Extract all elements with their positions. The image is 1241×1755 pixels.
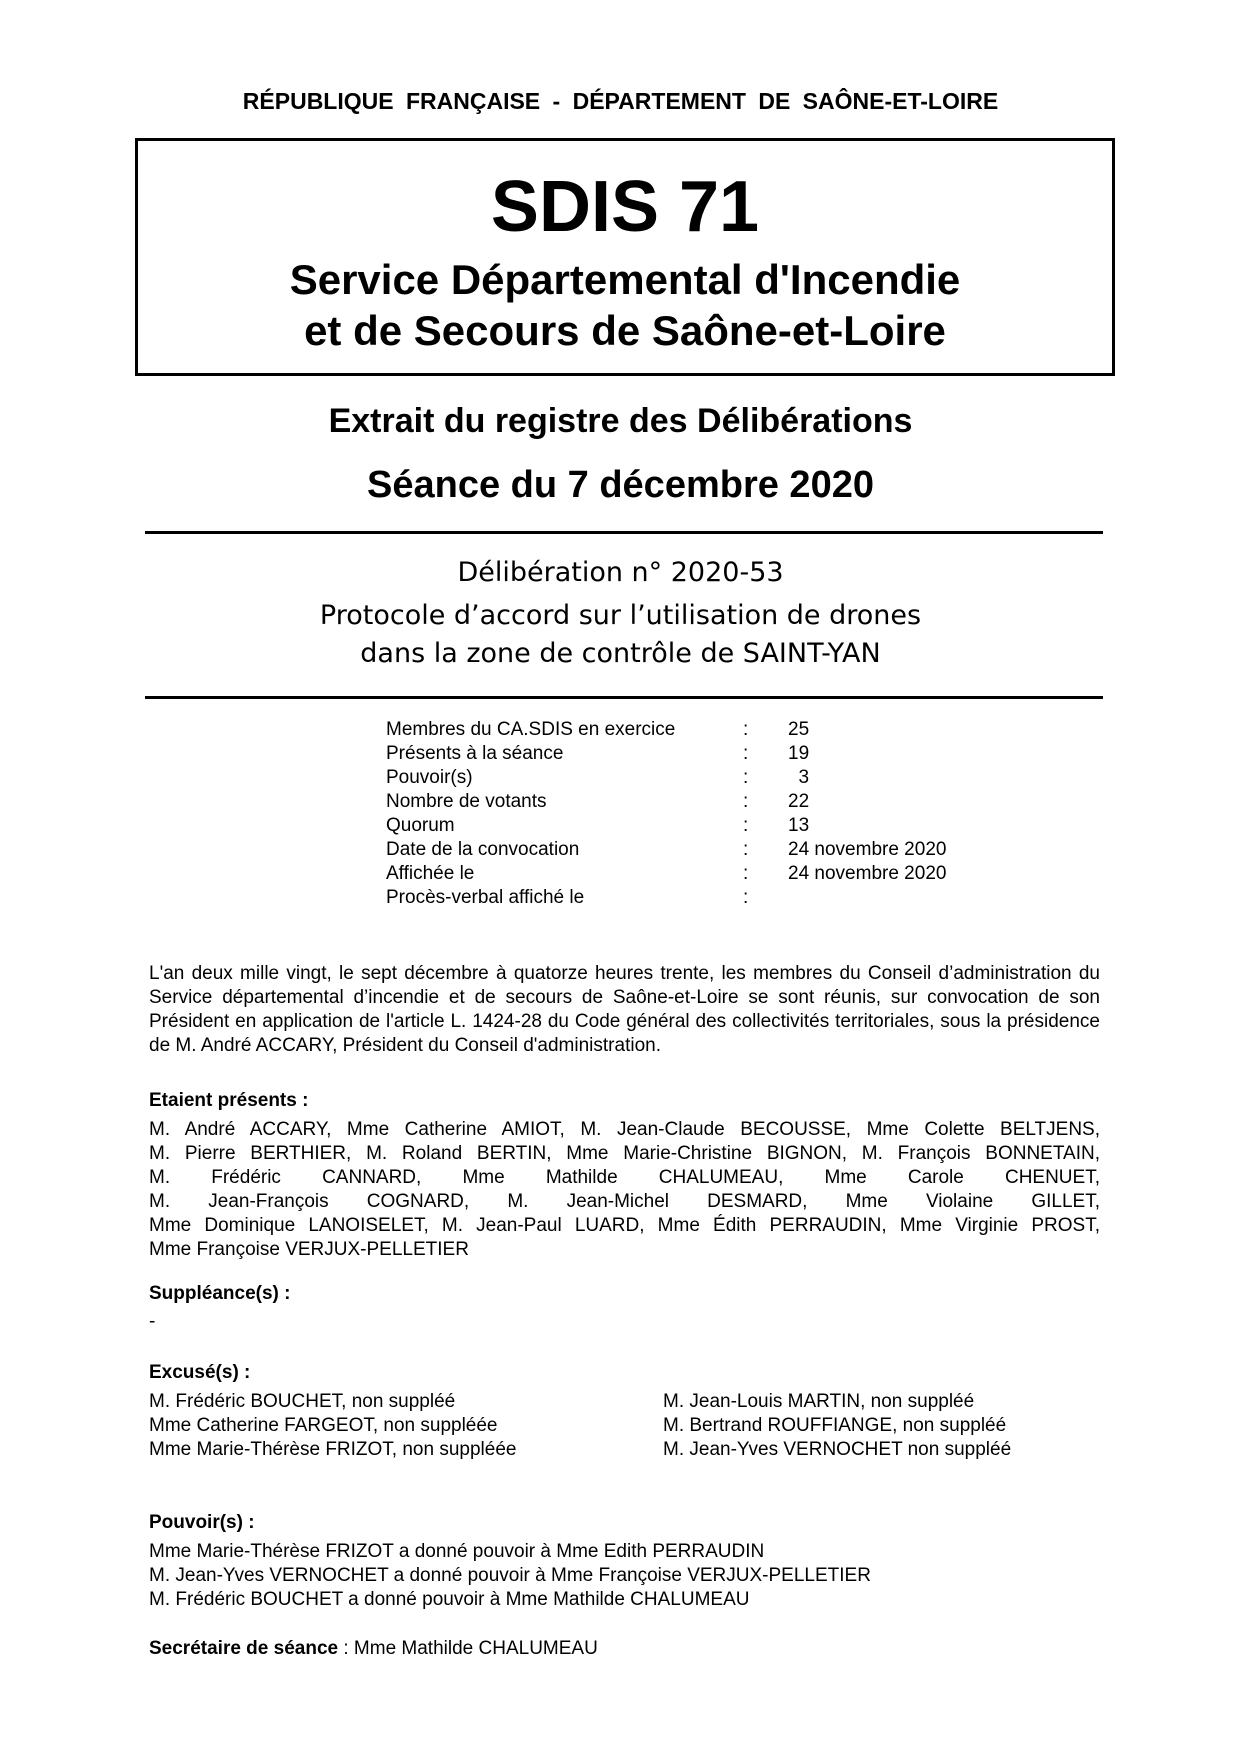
title-box xyxy=(135,138,1115,376)
stats-colon: : xyxy=(743,887,749,908)
stats-colon: : xyxy=(743,839,749,860)
sdis-name-line-1: Service Départemental d'Incendie xyxy=(289,256,961,303)
excuses-right-column xyxy=(663,1390,1011,1462)
presents-heading: Etaient présents : xyxy=(149,1090,309,1111)
stats-value: 3 xyxy=(788,767,810,788)
seance-date: Séance du 7 décembre 2020 xyxy=(367,464,874,506)
list-item: M. Frédéric CANNARD, Mme Mathilde CHALUMEAU, Mme Carole CHENUET, xyxy=(149,1167,1100,1188)
suppleance-heading: Suppléance(s) : xyxy=(149,1283,291,1304)
extrait-heading: Extrait du registre des Délibérations xyxy=(328,402,913,440)
stats-colon: : xyxy=(743,743,749,764)
list-item: M. Bertrand ROUFFIANGE, non suppléé xyxy=(663,1415,1007,1436)
stats-row xyxy=(386,886,986,910)
stats-table xyxy=(386,718,986,910)
deliberation-number: Délibération n° 2020-53 xyxy=(457,557,784,588)
stats-value: 24 novembre 2020 xyxy=(788,863,947,884)
stats-label: Quorum xyxy=(386,815,455,836)
sdis-title: SDIS 71 xyxy=(490,167,760,247)
excuses-heading: Excusé(s) : xyxy=(149,1362,251,1383)
stats-value: 22 xyxy=(788,791,810,812)
stats-label: Membres du CA.SDIS en exercice xyxy=(386,719,676,740)
list-item: Mme Marie-Thérèse FRIZOT a donné pouvoir à Mme Edith PERRAUDIN xyxy=(149,1541,765,1562)
stats-colon: : xyxy=(743,719,749,740)
stats-colon: : xyxy=(743,863,749,884)
list-item: Mme Dominique LANOISELET, M. Jean-Paul LUARD, Mme Édith PERRAUDIN, Mme Virginie PROST, xyxy=(149,1215,1100,1236)
republic-header: RÉPUBLIQUE FRANÇAISE - DÉPARTEMENT DE SAÔNE-ET-LOIRE xyxy=(242,88,999,114)
divider-top xyxy=(145,531,1103,534)
list-item: M. Frédéric BOUCHET, non suppléé xyxy=(149,1391,456,1412)
secretaire-label: Secrétaire de séance xyxy=(149,1638,339,1659)
list-item: M. Pierre BERTHIER, M. Roland BERTIN, Mme Marie-Christine BIGNON, M. François BONNETAIN, xyxy=(149,1143,1100,1164)
stats-row xyxy=(386,718,986,742)
stats-colon: : xyxy=(743,791,749,812)
stats-value: 25 xyxy=(788,719,810,740)
pouvoirs-list xyxy=(149,1540,871,1612)
secretaire-value: : Mme Mathilde CHALUMEAU xyxy=(338,1638,598,1659)
stats-colon: : xyxy=(743,815,749,836)
stats-row xyxy=(386,838,986,862)
stats-value: 19 xyxy=(788,743,810,764)
list-item: Mme Françoise VERJUX-PELLETIER xyxy=(149,1239,469,1260)
stats-label: Date de la convocation xyxy=(386,839,580,860)
intro-paragraph: L'an deux mille vingt, le sept décembre à quatorze heures trente, les membres du Conseil d’administration du Service départemental d’incendie et de secours de Saône-et-Loire se sont réunis, sur convocation de son Président en application de l'article L. 1424-28 du Code général des collectivités territoriales, sous la présidence de M. André ACCARY, Président du Conseil d'administration. xyxy=(149,963,1100,1056)
stats-row xyxy=(386,790,986,814)
divider-bottom xyxy=(145,696,1103,699)
stats-row xyxy=(386,814,986,838)
list-item: Mme Marie-Thérèse FRIZOT, non suppléée xyxy=(149,1439,517,1460)
deliberation-title-line-1: Protocole d’accord sur l’utilisation de drones xyxy=(319,600,922,631)
stats-colon: : xyxy=(743,767,749,788)
list-item: M. André ACCARY, Mme Catherine AMIOT, M. Jean-Claude BECOUSSE, Mme Colette BELTJENS, xyxy=(149,1119,1100,1140)
deliberation-title-line-2: dans la zone de contrôle de SAINT-YAN xyxy=(360,638,881,669)
list-item: M. Jean-François COGNARD, M. Jean-Michel DESMARD, Mme Violaine GILLET, xyxy=(149,1191,1100,1212)
stats-label: Nombre de votants xyxy=(386,791,547,812)
stats-label: Affichée le xyxy=(386,863,475,884)
stats-row xyxy=(386,766,986,790)
stats-row xyxy=(386,742,986,766)
stats-value: 24 novembre 2020 xyxy=(788,839,947,860)
sdis-name-line-2: et de Secours de Saône-et-Loire xyxy=(304,307,946,354)
stats-value: 13 xyxy=(788,815,810,836)
list-item: Mme Catherine FARGEOT, non suppléée xyxy=(149,1415,498,1436)
stats-row xyxy=(386,862,986,886)
list-item: M. Jean-Louis MARTIN, non suppléé xyxy=(663,1391,975,1412)
list-item: M. Frédéric BOUCHET a donné pouvoir à Mme Mathilde CHALUMEAU xyxy=(149,1589,750,1610)
stats-label: Procès-verbal affiché le xyxy=(386,887,585,908)
secretaire-line xyxy=(149,1638,598,1660)
stats-label: Présents à la séance xyxy=(386,743,564,764)
list-item: M. Jean-Yves VERNOCHET non suppléé xyxy=(663,1439,1012,1460)
pouvoirs-heading: Pouvoir(s) : xyxy=(149,1512,255,1533)
excuses-left-column xyxy=(149,1390,516,1462)
stats-label: Pouvoir(s) xyxy=(386,767,473,788)
presents-list xyxy=(149,1118,1100,1262)
suppleance-value: - xyxy=(149,1311,156,1332)
list-item: M. Jean-Yves VERNOCHET a donné pouvoir à Mme Françoise VERJUX-PELLETIER xyxy=(149,1565,871,1586)
